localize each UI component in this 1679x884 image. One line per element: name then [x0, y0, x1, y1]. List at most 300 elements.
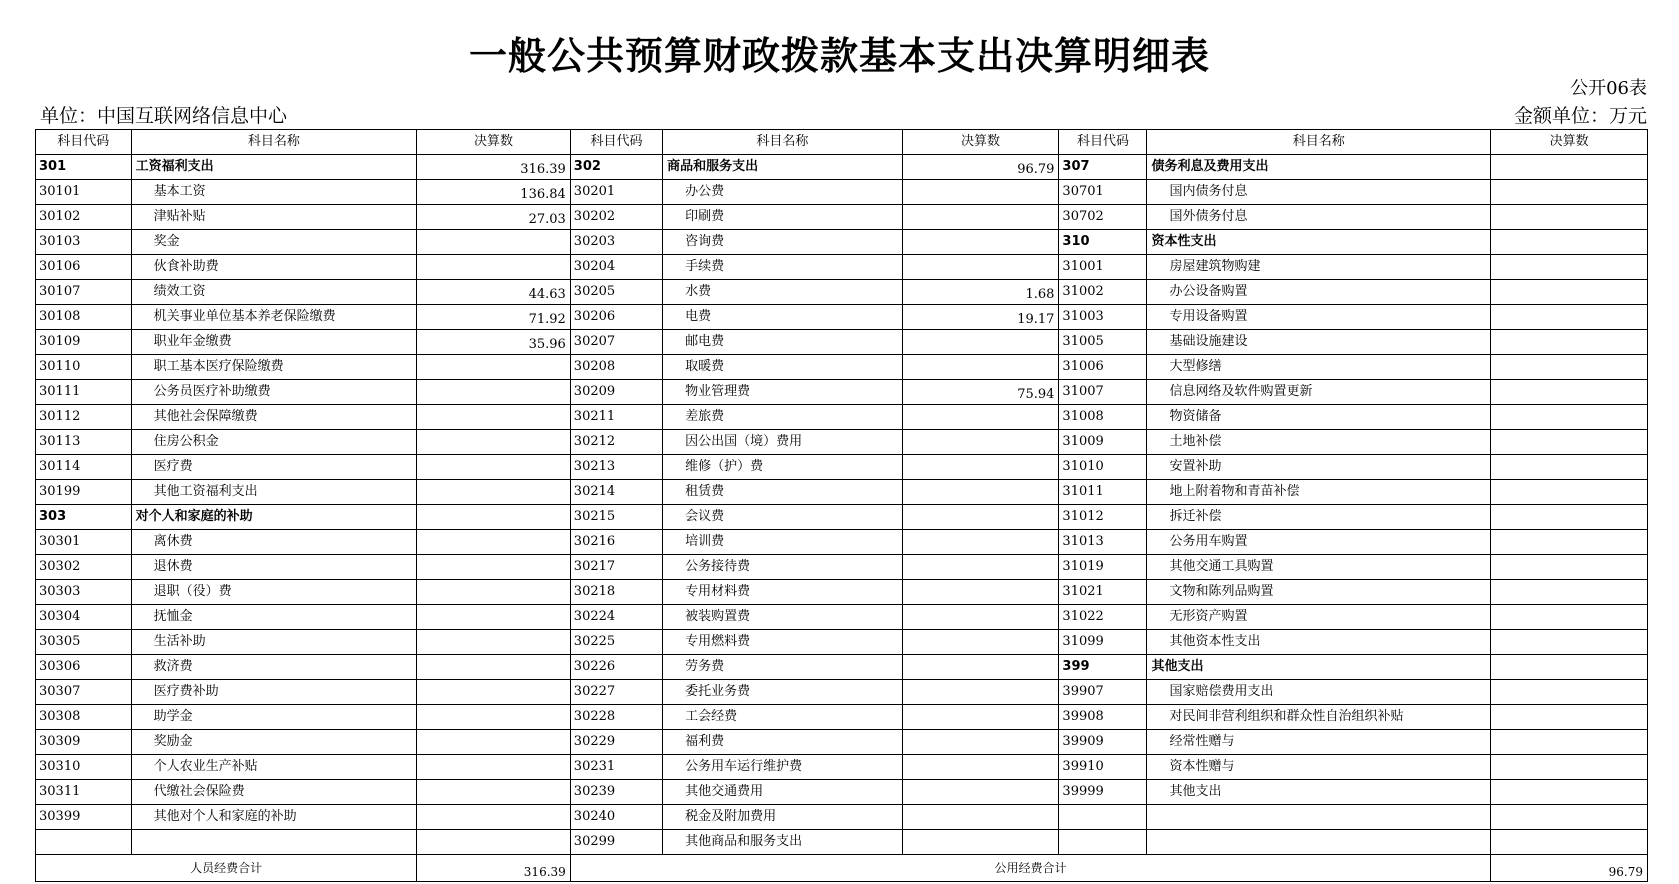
- subject-code: 31005: [1059, 330, 1147, 355]
- subject-code: 30211: [570, 405, 662, 430]
- subject-name: 其他资本性支出: [1147, 630, 1491, 655]
- amount-value: [417, 655, 571, 680]
- amount-value: [902, 730, 1059, 755]
- amount-value: [902, 180, 1059, 205]
- subject-code: 30215: [570, 505, 662, 530]
- subject-code: 30702: [1059, 205, 1147, 230]
- amount-value: [1491, 730, 1648, 755]
- subject-name: 委托业务费: [663, 680, 902, 705]
- subject-name: 土地补偿: [1147, 430, 1491, 455]
- subject-name: 资本性赠与: [1147, 755, 1491, 780]
- subject-code: 31003: [1059, 305, 1147, 330]
- amount-value: [902, 255, 1059, 280]
- amount-value: [417, 380, 571, 405]
- subject-name: 福利费: [663, 730, 902, 755]
- subject-code: 30214: [570, 480, 662, 505]
- subject-code: 39907: [1059, 680, 1147, 705]
- subject-code: 30301: [36, 530, 132, 555]
- subject-code: 30226: [570, 655, 662, 680]
- amount-value: [902, 555, 1059, 580]
- subject-code: 301: [36, 155, 132, 180]
- table-row: [36, 430, 1648, 455]
- subject-name: 水费: [663, 280, 902, 305]
- amount-value: 316.39: [417, 155, 571, 180]
- form-number: 公开06表: [1570, 78, 1647, 99]
- subject-code: 30106: [36, 255, 132, 280]
- subject-code: 30205: [570, 280, 662, 305]
- amount-value: [902, 330, 1059, 355]
- subject-name: 物资储备: [1147, 405, 1491, 430]
- subject-name: 抚恤金: [131, 605, 417, 630]
- subject-name: 助学金: [131, 705, 417, 730]
- subject-code: 30213: [570, 455, 662, 480]
- subject-code: 310: [1059, 230, 1147, 255]
- subject-code: 31019: [1059, 555, 1147, 580]
- unit-label: 单位：中国互联网络信息中心: [40, 105, 288, 127]
- subject-name: 国外债务付息: [1147, 205, 1491, 230]
- subject-name: 安置补助: [1147, 455, 1491, 480]
- amount-value: [417, 455, 571, 480]
- amount-value: 1.68: [902, 280, 1059, 305]
- amount-value: [1491, 180, 1648, 205]
- amount-value: [1491, 355, 1648, 380]
- amount-value: [417, 580, 571, 605]
- subject-name: 拆迁补偿: [1147, 505, 1491, 530]
- amount-value: 136.84: [417, 180, 571, 205]
- subject-name: 国家赔偿费用支出: [1147, 680, 1491, 705]
- subject-name: 电费: [663, 305, 902, 330]
- amount-value: [1491, 280, 1648, 305]
- subject-code: 30109: [36, 330, 132, 355]
- table-row: [36, 780, 1648, 805]
- amount-value: [902, 505, 1059, 530]
- subject-code: 30305: [36, 630, 132, 655]
- amount-value: [902, 455, 1059, 480]
- table-row: [36, 630, 1648, 655]
- amount-value: 19.17: [902, 305, 1059, 330]
- subject-code: 31011: [1059, 480, 1147, 505]
- amount-value: [1491, 605, 1648, 630]
- amount-value: 96.79: [902, 155, 1059, 180]
- subject-code: 30299: [570, 830, 662, 855]
- amount-value: [1491, 255, 1648, 280]
- table-row: [36, 355, 1648, 380]
- public-total-value: 96.79: [1491, 855, 1648, 882]
- subject-name: 差旅费: [663, 405, 902, 430]
- table-row: [36, 830, 1648, 855]
- header-name: 科目名称: [131, 130, 417, 155]
- subject-code: 30113: [36, 430, 132, 455]
- subject-name: 邮电费: [663, 330, 902, 355]
- subject-code: 30306: [36, 655, 132, 680]
- subject-code: 39999: [1059, 780, 1147, 805]
- table-row: [36, 505, 1648, 530]
- subject-code: 30399: [36, 805, 132, 830]
- subject-name: 津贴补贴: [131, 205, 417, 230]
- amount-value: [902, 605, 1059, 630]
- expenditure-table: [35, 129, 1648, 882]
- subject-code: 30107: [36, 280, 132, 305]
- subject-name: 经常性赠与: [1147, 730, 1491, 755]
- subject-code: 30102: [36, 205, 132, 230]
- table-row: [36, 205, 1648, 230]
- subject-name: 工会经费: [663, 705, 902, 730]
- subject-code: 30224: [570, 605, 662, 630]
- subject-name: 债务利息及费用支出: [1147, 155, 1491, 180]
- subject-name: 被装购置费: [663, 605, 902, 630]
- subject-name: 其他对个人和家庭的补助: [131, 805, 417, 830]
- amount-value: [1491, 680, 1648, 705]
- subject-name: 专用设备购置: [1147, 305, 1491, 330]
- subject-code: 30308: [36, 705, 132, 730]
- subject-name: 专用燃料费: [663, 630, 902, 655]
- amount-value: [1491, 780, 1648, 805]
- subject-name: 职业年金缴费: [131, 330, 417, 355]
- amount-value: [417, 805, 571, 830]
- subject-name: 印刷费: [663, 205, 902, 230]
- amount-value: 27.03: [417, 205, 571, 230]
- subject-name: 机关事业单位基本养老保险缴费: [131, 305, 417, 330]
- amount-value: [902, 830, 1059, 855]
- amount-value: [417, 230, 571, 255]
- amount-unit-label: 金额单位：万元: [1513, 105, 1647, 127]
- table-row: [36, 155, 1648, 180]
- subject-code: 31012: [1059, 505, 1147, 530]
- table-row: [36, 555, 1648, 580]
- table-row: [36, 455, 1648, 480]
- subject-name: 其他支出: [1147, 780, 1491, 805]
- subject-code: 30309: [36, 730, 132, 755]
- subject-code: 31002: [1059, 280, 1147, 305]
- subject-code: 30240: [570, 805, 662, 830]
- amount-value: [902, 630, 1059, 655]
- subject-name: [131, 830, 417, 855]
- subject-code: 30227: [570, 680, 662, 705]
- table-row: [36, 530, 1648, 555]
- subject-code: 30304: [36, 605, 132, 630]
- subject-code: 30199: [36, 480, 132, 505]
- subject-code: 30204: [570, 255, 662, 280]
- amount-value: [417, 480, 571, 505]
- subject-code: 30229: [570, 730, 662, 755]
- amount-value: 44.63: [417, 280, 571, 305]
- amount-value: 71.92: [417, 305, 571, 330]
- amount-value: [1491, 230, 1648, 255]
- subject-code: 30114: [36, 455, 132, 480]
- table-row: [36, 580, 1648, 605]
- subject-name: 公务员医疗补助缴费: [131, 380, 417, 405]
- subject-code: 39908: [1059, 705, 1147, 730]
- subject-code: 31001: [1059, 255, 1147, 280]
- header-amount: 决算数: [902, 130, 1059, 155]
- subject-name: 办公设备购置: [1147, 280, 1491, 305]
- subject-name: 办公费: [663, 180, 902, 205]
- subject-name: 取暖费: [663, 355, 902, 380]
- subject-code: 307: [1059, 155, 1147, 180]
- subject-name: 因公出国（境）费用: [663, 430, 902, 455]
- table-row: [36, 280, 1648, 305]
- table-row: [36, 305, 1648, 330]
- subject-name: 住房公积金: [131, 430, 417, 455]
- subject-name: 其他工资福利支出: [131, 480, 417, 505]
- subject-name: 公务接待费: [663, 555, 902, 580]
- subject-code: 30239: [570, 780, 662, 805]
- amount-value: [417, 530, 571, 555]
- subject-name: 其他交通工具购置: [1147, 555, 1491, 580]
- amount-value: [1491, 755, 1648, 780]
- subject-name: 代缴社会保险费: [131, 780, 417, 805]
- header-code: 科目代码: [1059, 130, 1147, 155]
- table-row: [36, 380, 1648, 405]
- amount-value: [1491, 480, 1648, 505]
- subject-name: 基本工资: [131, 180, 417, 205]
- subject-name: 其他支出: [1147, 655, 1491, 680]
- subject-code: 30212: [570, 430, 662, 455]
- subject-code: 31013: [1059, 530, 1147, 555]
- subject-name: 工资福利支出: [131, 155, 417, 180]
- subject-code: 39910: [1059, 755, 1147, 780]
- amount-value: [417, 755, 571, 780]
- table-row: [36, 255, 1648, 280]
- amount-value: [902, 580, 1059, 605]
- amount-value: [1491, 655, 1648, 680]
- amount-value: [417, 355, 571, 380]
- subject-code: 30207: [570, 330, 662, 355]
- subject-code: 30218: [570, 580, 662, 605]
- amount-value: [902, 780, 1059, 805]
- amount-value: [1491, 630, 1648, 655]
- subject-name: 会议费: [663, 505, 902, 530]
- subject-name: 资本性支出: [1147, 230, 1491, 255]
- subject-code: [1059, 805, 1147, 830]
- page-title: 一般公共预算财政拨款基本支出决算明细表: [468, 33, 1210, 78]
- subject-name: 培训费: [663, 530, 902, 555]
- table-row: [36, 680, 1648, 705]
- amount-value: [1491, 555, 1648, 580]
- amount-value: [902, 480, 1059, 505]
- subject-name: 离休费: [131, 530, 417, 555]
- subject-name: 医疗费补助: [131, 680, 417, 705]
- subject-name: 绩效工资: [131, 280, 417, 305]
- subject-name: 生活补助: [131, 630, 417, 655]
- table-row: [36, 230, 1648, 255]
- subject-code: 31009: [1059, 430, 1147, 455]
- table-row: [36, 605, 1648, 630]
- amount-value: [1491, 330, 1648, 355]
- subject-code: 302: [570, 155, 662, 180]
- subject-name: 公务用车购置: [1147, 530, 1491, 555]
- subject-code: 30216: [570, 530, 662, 555]
- subject-name: 基础设施建设: [1147, 330, 1491, 355]
- subject-name: 无形资产购置: [1147, 605, 1491, 630]
- subject-code: 30112: [36, 405, 132, 430]
- amount-value: [417, 430, 571, 455]
- subject-name: 咨询费: [663, 230, 902, 255]
- subject-name: 地上附着物和青苗补偿: [1147, 480, 1491, 505]
- subject-code: 30225: [570, 630, 662, 655]
- amount-value: [902, 680, 1059, 705]
- amount-value: 35.96: [417, 330, 571, 355]
- subject-name: 伙食补助费: [131, 255, 417, 280]
- subject-name: 维修（护）费: [663, 455, 902, 480]
- subject-name: 文物和陈列品购置: [1147, 580, 1491, 605]
- amount-value: [902, 230, 1059, 255]
- amount-value: [902, 355, 1059, 380]
- amount-value: [417, 605, 571, 630]
- amount-value: [902, 205, 1059, 230]
- amount-value: [417, 680, 571, 705]
- subject-name: 职工基本医疗保险缴费: [131, 355, 417, 380]
- subject-code: 31006: [1059, 355, 1147, 380]
- subject-name: 对个人和家庭的补助: [131, 505, 417, 530]
- subject-name: 其他商品和服务支出: [663, 830, 902, 855]
- personnel-total-value: 316.39: [417, 855, 571, 882]
- personnel-total-label: 人员经费合计: [36, 855, 417, 882]
- subject-code: 31008: [1059, 405, 1147, 430]
- subject-name: 租赁费: [663, 480, 902, 505]
- amount-value: [1491, 380, 1648, 405]
- amount-value: [1491, 205, 1648, 230]
- subject-code: 303: [36, 505, 132, 530]
- footer-row: [36, 855, 1648, 882]
- subject-name: 物业管理费: [663, 380, 902, 405]
- amount-value: [902, 405, 1059, 430]
- subject-name: 信息网络及软件购置更新: [1147, 380, 1491, 405]
- subject-code: [1059, 830, 1147, 855]
- table-row: [36, 405, 1648, 430]
- table-row: [36, 755, 1648, 780]
- amount-value: [1491, 455, 1648, 480]
- amount-value: [902, 430, 1059, 455]
- amount-value: 75.94: [902, 380, 1059, 405]
- subject-name: 个人农业生产补贴: [131, 755, 417, 780]
- table-row: [36, 180, 1648, 205]
- subject-code: 30201: [570, 180, 662, 205]
- subject-name: 医疗费: [131, 455, 417, 480]
- subject-name: 国内债务付息: [1147, 180, 1491, 205]
- amount-value: [1491, 530, 1648, 555]
- table-row: [36, 730, 1648, 755]
- header-amount: 决算数: [417, 130, 571, 155]
- subject-code: 30203: [570, 230, 662, 255]
- subject-name: 其他交通费用: [663, 780, 902, 805]
- subject-name: 奖金: [131, 230, 417, 255]
- amount-value: [902, 805, 1059, 830]
- subject-code: 39909: [1059, 730, 1147, 755]
- subject-code: 30307: [36, 680, 132, 705]
- amount-value: [417, 555, 571, 580]
- subject-name: 公务用车运行维护费: [663, 755, 902, 780]
- subject-name: 商品和服务支出: [663, 155, 902, 180]
- table-row: [36, 330, 1648, 355]
- subject-name: [1147, 805, 1491, 830]
- amount-value: [417, 830, 571, 855]
- subject-name: 房屋建筑物购建: [1147, 255, 1491, 280]
- header-code: 科目代码: [570, 130, 662, 155]
- subject-code: 31010: [1059, 455, 1147, 480]
- amount-value: [1491, 155, 1648, 180]
- subject-code: 30101: [36, 180, 132, 205]
- subject-code: 31099: [1059, 630, 1147, 655]
- table-row: [36, 705, 1648, 730]
- amount-value: [417, 255, 571, 280]
- subject-code: 31007: [1059, 380, 1147, 405]
- subject-code: 30701: [1059, 180, 1147, 205]
- subject-code: 399: [1059, 655, 1147, 680]
- subject-code: 30311: [36, 780, 132, 805]
- amount-value: [1491, 805, 1648, 830]
- subject-code: 30103: [36, 230, 132, 255]
- subject-code: 30217: [570, 555, 662, 580]
- amount-value: [417, 705, 571, 730]
- subject-name: 其他社会保障缴费: [131, 405, 417, 430]
- subject-name: 手续费: [663, 255, 902, 280]
- subject-code: 30302: [36, 555, 132, 580]
- amount-value: [902, 705, 1059, 730]
- subject-name: 退职（役）费: [131, 580, 417, 605]
- subject-code: 30231: [570, 755, 662, 780]
- amount-value: [1491, 705, 1648, 730]
- amount-value: [417, 630, 571, 655]
- header-name: 科目名称: [663, 130, 902, 155]
- subject-code: 30208: [570, 355, 662, 380]
- amount-value: [1491, 580, 1648, 605]
- subject-name: 奖励金: [131, 730, 417, 755]
- subject-name: 劳务费: [663, 655, 902, 680]
- header-name: 科目名称: [1147, 130, 1491, 155]
- subject-code: 30202: [570, 205, 662, 230]
- subject-code: 30209: [570, 380, 662, 405]
- subject-name: 对民间非营利组织和群众性自治组织补贴: [1147, 705, 1491, 730]
- amount-value: [902, 530, 1059, 555]
- amount-value: [1491, 430, 1648, 455]
- subject-code: [36, 830, 132, 855]
- subject-code: 30108: [36, 305, 132, 330]
- amount-value: [1491, 305, 1648, 330]
- table-row: [36, 480, 1648, 505]
- subject-code: 30303: [36, 580, 132, 605]
- subject-code: 30310: [36, 755, 132, 780]
- header-amount: 决算数: [1491, 130, 1648, 155]
- amount-value: [417, 405, 571, 430]
- header-code: 科目代码: [36, 130, 132, 155]
- subject-name: 专用材料费: [663, 580, 902, 605]
- subject-code: 31021: [1059, 580, 1147, 605]
- amount-value: [417, 505, 571, 530]
- table-row: [36, 805, 1648, 830]
- header-row: [36, 130, 1648, 155]
- amount-value: [417, 730, 571, 755]
- table-row: [36, 655, 1648, 680]
- subject-code: 31022: [1059, 605, 1147, 630]
- public-total-label: 公用经费合计: [570, 855, 1490, 882]
- amount-value: [1491, 405, 1648, 430]
- subject-name: 大型修缮: [1147, 355, 1491, 380]
- amount-value: [1491, 830, 1648, 855]
- subject-code: 30110: [36, 355, 132, 380]
- subject-name: [1147, 830, 1491, 855]
- subject-name: 退休费: [131, 555, 417, 580]
- subject-name: 税金及附加费用: [663, 805, 902, 830]
- subject-name: 救济费: [131, 655, 417, 680]
- subject-code: 30228: [570, 705, 662, 730]
- amount-value: [417, 780, 571, 805]
- amount-value: [902, 655, 1059, 680]
- subject-code: 30206: [570, 305, 662, 330]
- amount-value: [902, 755, 1059, 780]
- subject-code: 30111: [36, 380, 132, 405]
- amount-value: [1491, 505, 1648, 530]
